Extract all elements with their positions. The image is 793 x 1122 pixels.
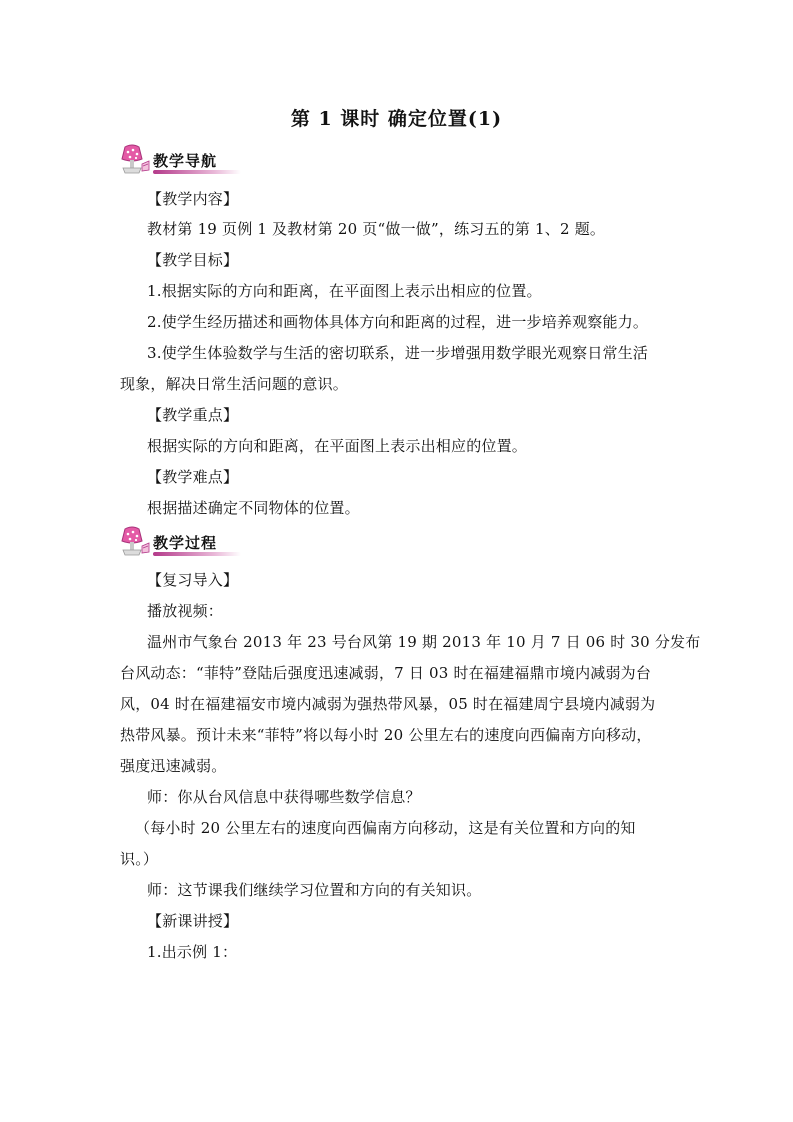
goal-2: 2.使学生经历描述和画物体具体方向和距离的过程，进一步培养观察能力。 [147, 313, 649, 331]
news-line-3: 风，04 时在福建福安市境内减弱为强热带风暴，05 时在福建周宁县境内减弱为 [120, 695, 656, 713]
banner-underline [153, 170, 241, 174]
example-1: 1.出示例 1： [147, 943, 238, 961]
section-heading-content: 【教学内容】 [147, 190, 239, 208]
answer-line-2: 识。） [120, 850, 159, 868]
lesson-title: 第 1 课时 确定位置(1) [290, 108, 503, 130]
teaching-process-label: 教学过程 [153, 534, 218, 552]
play-video: 播放视频： [147, 602, 224, 620]
goal-1: 1.根据实际的方向和距离，在平面图上表示出相应的位置。 [147, 282, 542, 300]
teaching-process-banner [117, 526, 241, 558]
answer-line-1: （每小时 20 公里左右的速度向西偏南方向移动，这是有关位置和方向的知 [135, 819, 636, 837]
content-text: 教材第 19 页例 1 及教材第 20 页“做一做”，练习五的第 1、2 题。 [147, 220, 606, 238]
news-line-4: 热带风暴。预计未来“菲特”将以每小时 20 公里左右的速度向西偏南方向移动， [120, 726, 652, 744]
teaching-guide-banner [117, 144, 241, 176]
news-line-2: 台风动态：“菲特”登陆后强度迅速减弱，7 日 03 时在福建福鼎市境内减弱为台 [120, 664, 652, 682]
teacher-statement: 师：这节课我们继续学习位置和方向的有关知识。 [147, 881, 482, 899]
goal-3-line-1: 3.使学生体验数学与生活的密切联系，进一步增强用数学眼光观察日常生活 [147, 344, 649, 362]
section-heading-key-point: 【教学重点】 [147, 406, 239, 424]
news-line-1: 温州市气象台 2013 年 23 号台风第 19 期 2013 年 10 月 7 日 06 时 30 分发布 [147, 633, 701, 651]
section-heading-difficulty: 【教学难点】 [147, 468, 239, 486]
goal-3-line-2: 现象，解决日常生活问题的意识。 [120, 375, 349, 393]
teaching-guide-label: 教学导航 [153, 152, 218, 170]
section-heading-new-lesson: 【新课讲授】 [147, 912, 239, 930]
banner-underline [153, 552, 241, 556]
lamp-icon [117, 526, 151, 558]
section-heading-goals: 【教学目标】 [147, 251, 239, 269]
teacher-question: 师：你从台风信息中获得哪些数学信息？ [147, 788, 421, 806]
difficulty-text: 根据描述确定不同物体的位置。 [147, 499, 360, 517]
key-point-text: 根据实际的方向和距离，在平面图上表示出相应的位置。 [147, 437, 528, 455]
lamp-icon [117, 144, 151, 176]
section-heading-review: 【复习导入】 [147, 571, 239, 589]
news-line-5: 强度迅速减弱。 [120, 757, 227, 775]
